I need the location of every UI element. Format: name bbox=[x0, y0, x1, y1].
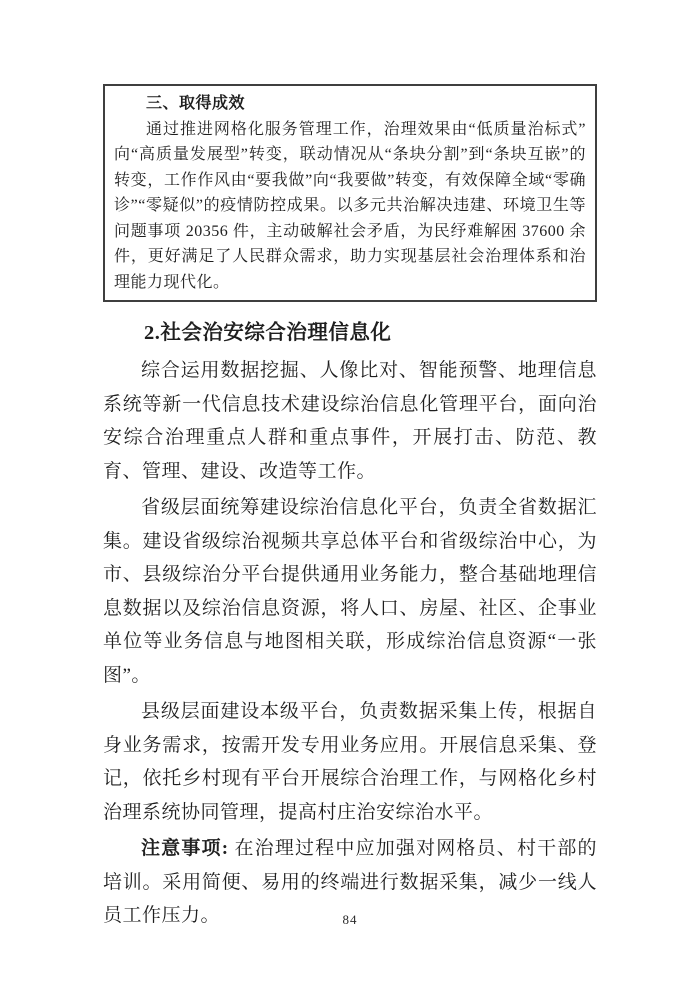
page-number: 84 bbox=[342, 912, 358, 927]
paragraph-3: 县级层面建设本级平台，负责数据采集上传，根据自身业务需求，按需开发专用业务应用。开展信息采集、登记，依托乡村现有平台开展综合治理工作，与网格化乡村治理系统协同管理，提高村庄治安综治水平。 bbox=[103, 701, 597, 823]
page-content bbox=[103, 84, 597, 936]
paragraph-2: 省级层面统筹建设综治信息化平台，负责全省数据汇集。建设省级综治视频共享总体平台和省级综治中心，为市、县级综治分平台提供通用业务能力，整合基础地理信息数据以及综治信息资源，将人口、房屋、社区、企事业单位等业务信息与地图相关联，形成综治信息资源“一张图”。 bbox=[103, 497, 597, 686]
paragraph-1: 综合运用数据挖掘、人像比对、智能预警、地理信息系统等新一代信息技术建设综治信息化管理平台，面向治安综合治理重点人群和重点事件，开展打击、防范、教育、管理、建设、改造等工作。 bbox=[103, 360, 597, 482]
note-text: 在治理过程中应加强对网格员、村干部的培训。采用简便、易用的终端进行数据采集，减少一线人员工作压力。 bbox=[103, 838, 597, 926]
notice-box-heading: 三、取得成效 bbox=[146, 95, 246, 112]
notice-box bbox=[103, 84, 597, 302]
note-label: 注意事项: bbox=[141, 838, 229, 859]
section-heading: 2.社会治安综合治理信息化 bbox=[144, 322, 392, 344]
notice-box-body: 通过推进网格化服务管理工作，治理效果由“低质量治标式”向“高质量发展型”转变，联动情况从“条块分割”到“条块互嵌”的转变，工作作风由“要我做”向“我要做”转变，有效保障全域“零确诊”“零疑似”的疫情防控成果。以多元共治解决违建、环境卫生等问题事项 20356 件，主动破解社会矛盾，为民纾难解困 37600 余件，更好满足了人民群众需求，助力实现基层社会治理体系和治理能力现代化。 bbox=[114, 120, 586, 291]
